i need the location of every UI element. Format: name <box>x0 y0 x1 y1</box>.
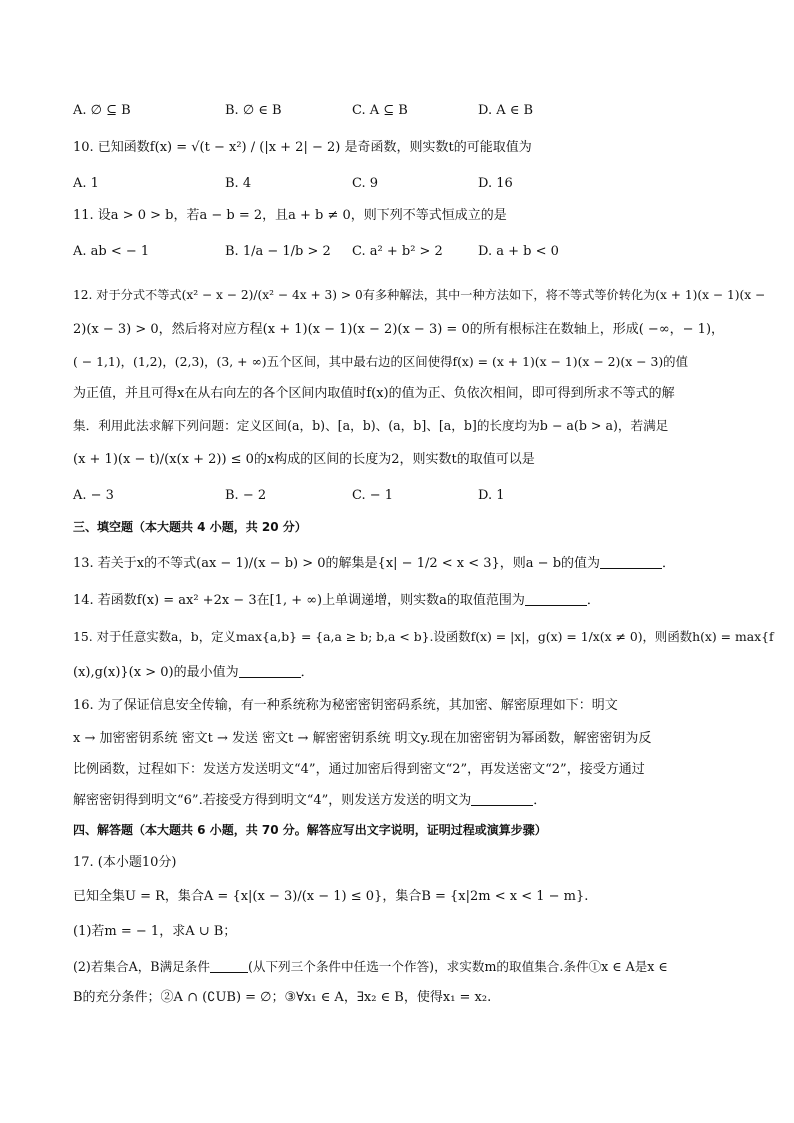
q16-line-4 <box>73 791 546 811</box>
q16-line-1: 16. 为了保证信息安全传输，有一种系统称为秘密密钥密码系统，其加密、解密原理如下：明文 <box>73 698 618 713</box>
q11-option-d: D. a + b < 0 <box>478 244 559 259</box>
q11-option-c: C. a² + b² > 2 <box>352 244 443 259</box>
q14-period: ． <box>586 593 600 608</box>
q15-answer-blank <box>239 663 301 678</box>
q12-line-5: 集．利用此法求解下列问题：定义区间(a，b)、[a，b)、(a，b]、[a，b]的长度均为b − a(b > a)，若满足 <box>73 418 669 433</box>
q17-part-2-line-2: B的充分条件；②A ∩ (∁UB) = ∅；③∀x₁ ∈ A，∃x₂ ∈ B，使得x₁ = x₂. <box>73 990 492 1005</box>
q10-option-d: D. 16 <box>478 176 513 191</box>
q9-option-c: C. A ⊆ B <box>352 103 408 118</box>
section-fill-in-heading: 三、填空题（本大题共 4 小题，共 20 分） <box>73 520 307 534</box>
q12-line-2: 2)(x − 3) > 0，然后将对应方程(x + 1)(x − 1)(x − 2)(x − 3) = 0的所有根标注在数轴上，形成( −∞，− 1)， <box>73 322 725 337</box>
q14-answer-blank <box>525 591 587 606</box>
q14-stem <box>73 591 600 611</box>
q17-part-2-rest: (从下列三个条件中任选一个作答)，求实数m的取值集合.条件①x ∈ A是x ∈ <box>247 959 668 974</box>
q10-option-b: B. 4 <box>225 176 252 191</box>
q13-period: ． <box>662 556 676 571</box>
q12-line-4: 为正值，并且可得x在从右向左的各个区间内取值时f(x)的值为正、负依次相间，即可得到所求不等式的解 <box>73 386 675 401</box>
q12-option-a: A. − 3 <box>73 488 114 503</box>
q17-part-2 <box>73 957 668 977</box>
q14-text: 14. 若函数f(x) = ax² +2x − 3在[1, + ∞)上单调递增，则实数a的取值范围为 <box>73 593 525 608</box>
q16-line-2: x → 加密密钥系统 密文t → 发送 密文t → 解密密钥系统 明文y.现在加密密钥为幂函数，解密密钥为反 <box>73 731 652 746</box>
q12-line-6: (x + 1)(x − t)/(x(x + 2)) ≤ 0的x构成的区间的长度为2，则实数t的取值可以是 <box>73 452 535 467</box>
q17-part-2-text: (2)若集合A，B满足条件 <box>73 959 210 974</box>
q15-line-2 <box>73 663 314 683</box>
q9-option-b: B. ∅ ∈ B <box>225 103 282 118</box>
q11-options <box>73 242 733 262</box>
q11-option-a: A. ab < − 1 <box>73 244 150 259</box>
q11-option-b: B. 1/a − 1/b > 2 <box>225 244 331 259</box>
q16-answer-blank <box>471 791 533 806</box>
q15-period: ． <box>300 665 314 680</box>
q16-line-3: 比例函数，过程如下：发送方发送明文“4”，通过加密后得到密文“2”，再发送密文“2”，接受方通过 <box>73 762 645 777</box>
q10-stem: 10. 已知函数f(x) = √(t − x²) / (|x + 2| − 2) 是奇函数，则实数t的可能取值为 <box>73 140 532 155</box>
q12-line-1: 12. 对于分式不等式(x² − x − 2)/(x² − 4x + 3) > 0有多种解法，其中一种方法如下，将不等式等价转化为(x + 1)(x − 1)(x − <box>73 288 766 302</box>
q12-option-d: D. 1 <box>478 488 505 503</box>
q10-option-a: A. 1 <box>73 176 99 191</box>
q16-text: 解密密钥得到明文“6”.若接受方得到明文“4”，则发送方发送的明文为 <box>73 793 472 808</box>
q9-options <box>73 101 733 121</box>
q16-period: ． <box>533 793 547 808</box>
q17-condition-blank <box>210 958 248 973</box>
q10-option-c: C. 9 <box>352 176 379 191</box>
q9-option-d: D. A ∈ B <box>478 103 534 118</box>
q12-line-3: ( − 1,1)，(1,2)，(2,3)，(3, + ∞)五个区间，其中最右边的区间使得f(x) = (x + 1)(x − 1)(x − 2)(x − 3)的值 <box>73 354 688 369</box>
q12-option-b: B. − 2 <box>225 488 267 503</box>
q17-line-1: 已知全集U = R，集合A = {x|(x − 3)/(x − 1) ≤ 0}，集合B = {x|2m < x < 1 − m}. <box>73 889 589 904</box>
q15-text: (x),g(x)}(x > 0)的最小值为 <box>73 665 239 680</box>
q15-line-1: 15. 对于任意实数a，b，定义max{a,b} = {a,a ≥ b; b,a < b}.设函数f(x) = |x|，g(x) = 1/x(x ≠ 0)，则函数h(x) = max{f <box>73 629 774 644</box>
q17-title: 17. (本小题10分) <box>73 855 177 870</box>
q17-part-1: (1)若m = − 1，求A ∪ B； <box>73 924 237 939</box>
q11-stem: 11. 设a > 0 > b，若a − b = 2，且a + b ≠ 0，则下列不等式恒成立的是 <box>73 208 507 223</box>
q10-options <box>73 174 733 194</box>
section-solution-heading: 四、解答题（本大题共 6 小题，共 70 分。解答应写出文字说明，证明过程或演算步骤） <box>73 823 547 837</box>
q13-stem <box>73 554 675 574</box>
q13-answer-blank <box>600 554 662 569</box>
q12-option-c: C. − 1 <box>352 488 394 503</box>
q13-text: 13. 若关于x的不等式(ax − 1)/(x − b) > 0的解集是{x| − 1/2 < x < 3}，则a − b的值为 <box>73 556 601 571</box>
q12-options <box>73 486 733 506</box>
q9-option-a: A. ∅ ⊆ B <box>73 103 131 118</box>
